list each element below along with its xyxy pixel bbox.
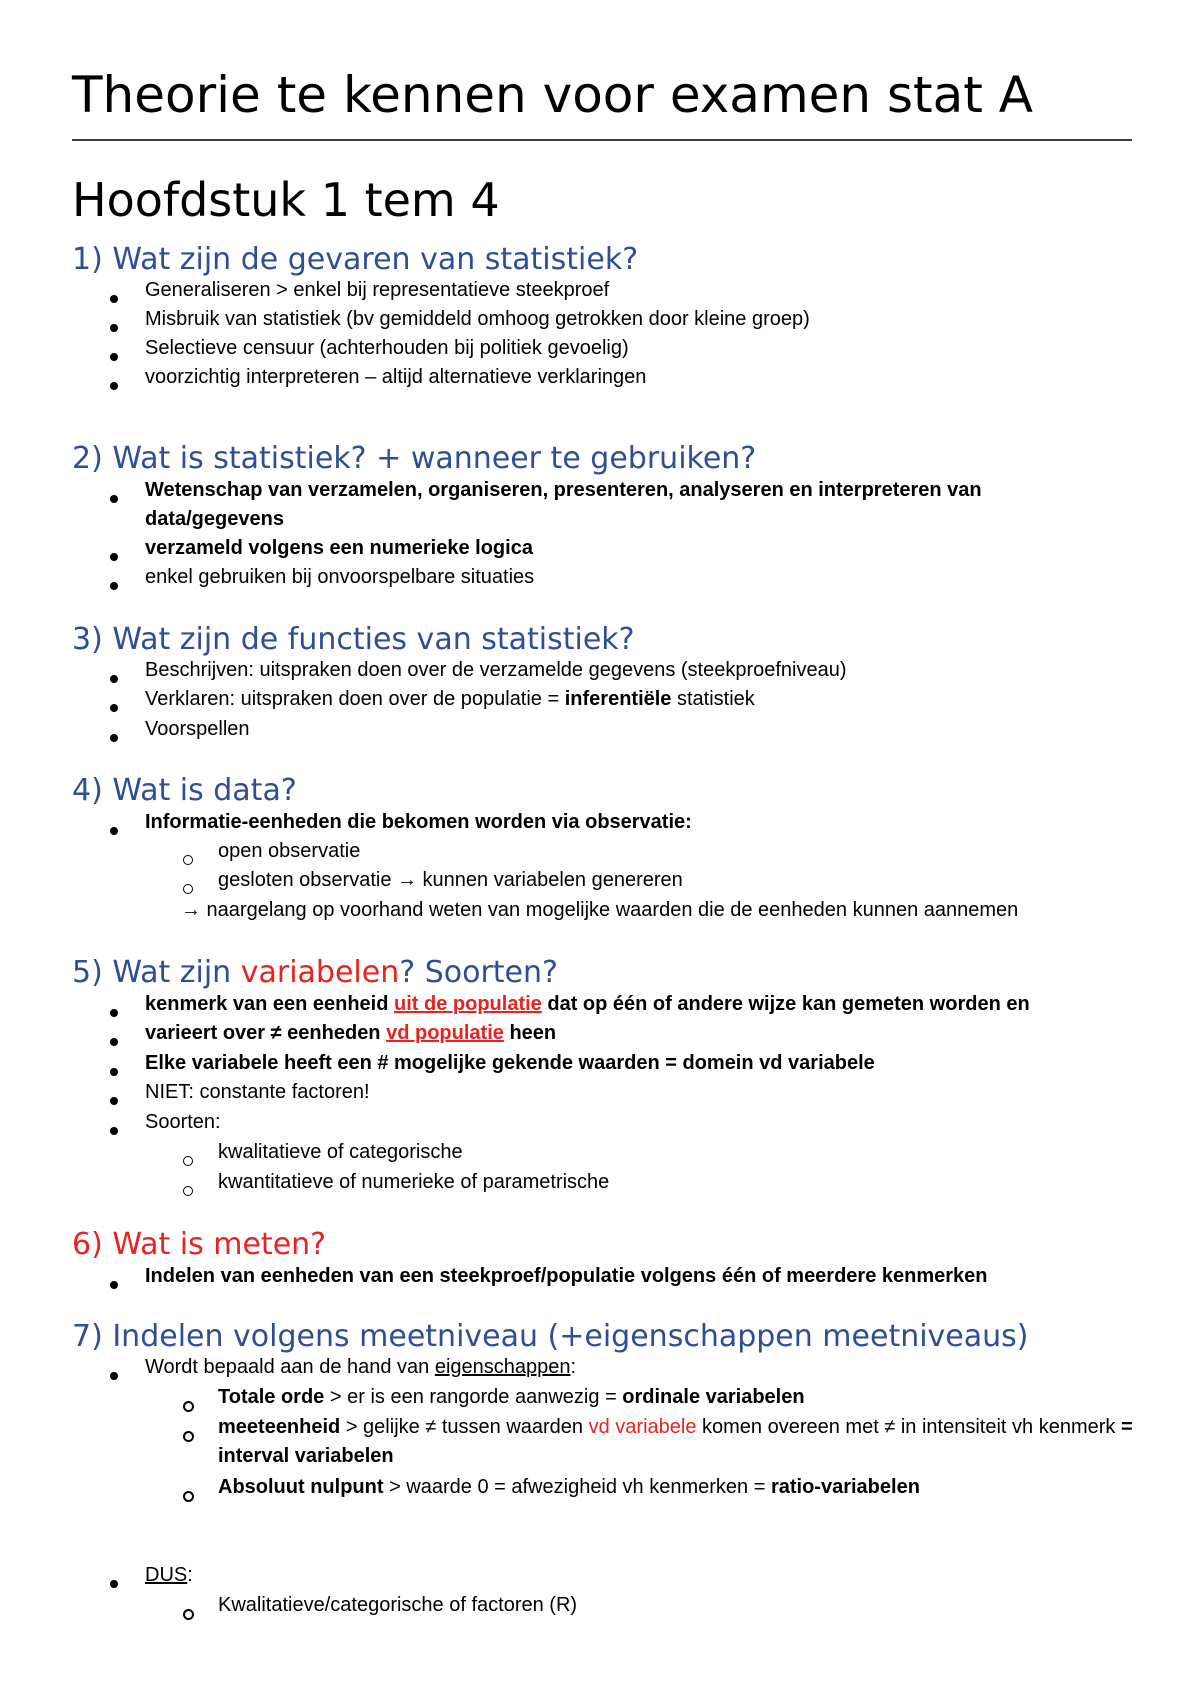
bullet-icon	[110, 495, 118, 503]
s7-dus-sub-item-1: Kwalitatieve/categorische of factoren (R)	[218, 1594, 578, 1616]
s7-item-1-pre: Wordt bepaald aan de hand van	[145, 1356, 435, 1378]
s3-item-2-text: Verklaren: uitspraken doen over de populatie =	[145, 688, 565, 710]
section-6-heading: 6) Wat is meten?	[72, 1227, 327, 1262]
bullet-icon	[110, 1097, 118, 1105]
s3-item-3: Voorspellen	[145, 718, 250, 740]
s5-item-1-pre: kenmerk van een eenheid	[145, 993, 395, 1015]
bullet-icon	[110, 1372, 118, 1380]
bullet-icon	[110, 1580, 118, 1588]
s7-sub-3-mid: > waarde 0 = afwezigheid vh kenmerken =	[383, 1476, 771, 1498]
section-4-heading: 4) Wat is data?	[72, 773, 297, 808]
section-5-heading	[72, 955, 558, 990]
bullet-icon	[110, 704, 118, 712]
s4-sub-item-2: gesloten observatie → kunnen variabelen genereren	[218, 869, 683, 891]
section-3-heading: 3) Wat zijn de functies van statistiek?	[72, 622, 635, 657]
s1-item-1: Generaliseren > enkel bij representatieve steekproef	[145, 279, 610, 301]
bullet-icon	[110, 827, 118, 835]
s1-item-4: voorzichtig interpreteren – altijd alternatieve verklaringen	[145, 366, 647, 388]
s7-sub-1-bold: Totale orde	[218, 1386, 325, 1408]
s7-sub-1-mid: > er is een rangorde aanwezig =	[324, 1386, 623, 1408]
document-title: Theorie te kennen voor examen stat A	[72, 66, 1033, 124]
s4-arrow-line: → naargelang op voorhand weten van mogelijke waarden die de eenheden kunnen aannemen	[181, 899, 1019, 921]
s4-sub-item-1: open observatie	[218, 840, 361, 862]
section-1-heading: 1) Wat zijn de gevaren van statistiek?	[72, 242, 639, 277]
bullet-icon	[110, 553, 118, 561]
s5-item-4: NIET: constante factoren!	[145, 1081, 370, 1103]
bullet-icon	[110, 382, 118, 390]
bullet-icon	[110, 324, 118, 332]
bullet-icon	[110, 1281, 118, 1289]
s5-item-1-post: dat op één of andere wijze kan gemeten worden en	[541, 993, 1030, 1015]
s5-item-1-red: uit de populatie	[394, 993, 542, 1015]
bullet-icon	[110, 734, 118, 742]
s3-item-2-tail: statistiek	[671, 688, 755, 710]
s7-item-1-underlined: eigenschappen	[434, 1356, 571, 1378]
s7-sub-1-bold2: ordinale variabelen	[622, 1386, 805, 1408]
s7-sub-2-bold2: = interval variabelen	[218, 1416, 1133, 1467]
s5-sub-item-1: kwalitatieve of categorische	[218, 1141, 463, 1163]
s5-item-2	[145, 1019, 1145, 1048]
s6-item-1: Indelen van eenheden van een steekproef/populatie volgens één of meerdere kenmerken	[145, 1265, 988, 1287]
s7-sub-2-red: vd variabele	[588, 1416, 697, 1438]
sub-bullet-icon	[183, 1609, 194, 1620]
title-underline	[72, 139, 1132, 141]
sub-bullet-icon	[183, 1186, 193, 1196]
s5-item-2-post: heen	[503, 1022, 557, 1044]
s7-sub-item-3	[218, 1473, 1138, 1502]
sub-bullet-icon	[183, 1491, 194, 1502]
s7-sub-2-bold: meeteenheid	[218, 1416, 341, 1438]
s7-dus-item	[145, 1561, 1145, 1590]
sub-bullet-icon	[183, 1156, 193, 1166]
s7-item-1-post: :	[570, 1356, 577, 1378]
bullet-icon	[110, 1009, 118, 1017]
s3-item-2-bold: inferentiële	[564, 688, 672, 710]
s3-item-1: Beschrijven: uitspraken doen over de verzamelde gegevens (steekproefniveau)	[145, 659, 847, 681]
s2-item-1: Wetenschap van verzamelen, organiseren, presenteren, analyseren en interpreteren van data/gegevens	[145, 479, 982, 530]
s2-item-2: verzameld volgens een numerieke logica	[145, 537, 533, 559]
s7-sub-2-mid2: komen overeen met ≠ in intensiteit vh kenmerk	[696, 1416, 1121, 1438]
sub-bullet-icon	[183, 1401, 194, 1412]
bullet-icon	[110, 1127, 118, 1135]
section-7-heading: 7) Indelen volgens meetniveau (+eigenschappen meetniveaus)	[72, 1319, 1029, 1354]
bullet-icon	[110, 353, 118, 361]
s7-sub-2-mid: > gelijke ≠ tussen waarden	[340, 1416, 589, 1438]
bullet-icon	[110, 1038, 118, 1046]
s7-dus-label: DUS	[145, 1564, 188, 1586]
s3-item-2	[145, 685, 1145, 714]
chapter-heading: Hoofdstuk 1 tem 4	[72, 173, 500, 227]
s5-sub-item-2: kwantitatieve of numerieke of parametrische	[218, 1171, 610, 1193]
bullet-icon	[110, 675, 118, 683]
s5-item-2-red: vd populatie	[386, 1022, 504, 1044]
s1-item-2: Misbruik van statistiek (bv gemiddeld omhoog getrokken door kleine groep)	[145, 308, 810, 330]
section-5-heading-pre: 5) Wat zijn	[72, 955, 241, 990]
s5-item-2-pre: varieert over ≠ eenheden	[145, 1022, 387, 1044]
bullet-icon	[110, 295, 118, 303]
s7-sub-item-2	[218, 1413, 1133, 1471]
sub-bullet-icon	[183, 855, 193, 865]
s7-sub-3-bold: Absoluut nulpunt	[218, 1476, 384, 1498]
bullet-icon	[110, 582, 118, 590]
s4-item-1: Informatie-eenheden die bekomen worden via observatie:	[145, 811, 692, 833]
s5-item-1	[145, 990, 1145, 1019]
section-2-heading: 2) Wat is statistiek? + wanneer te gebruiken?	[72, 441, 757, 476]
bullet-icon	[110, 1068, 118, 1076]
s2-item-3: enkel gebruiken bij onvoorspelbare situaties	[145, 566, 535, 588]
s1-item-3: Selectieve censuur (achterhouden bij politiek gevoelig)	[145, 337, 629, 359]
s7-sub-3-bold2: ratio-variabelen	[770, 1476, 920, 1498]
s7-dus-colon: :	[187, 1564, 193, 1586]
sub-bullet-icon	[183, 884, 193, 894]
section-5-heading-red: variabelen	[240, 955, 400, 990]
section-5-heading-post: ? Soorten?	[399, 955, 558, 990]
sub-bullet-icon	[183, 1431, 194, 1442]
s7-sub-item-1	[218, 1383, 1138, 1412]
s5-item-3: Elke variabele heeft een # mogelijke gekende waarden = domein vd variabele	[145, 1052, 875, 1074]
s5-item-5: Soorten:	[145, 1111, 221, 1133]
s7-item-1	[145, 1353, 1145, 1382]
